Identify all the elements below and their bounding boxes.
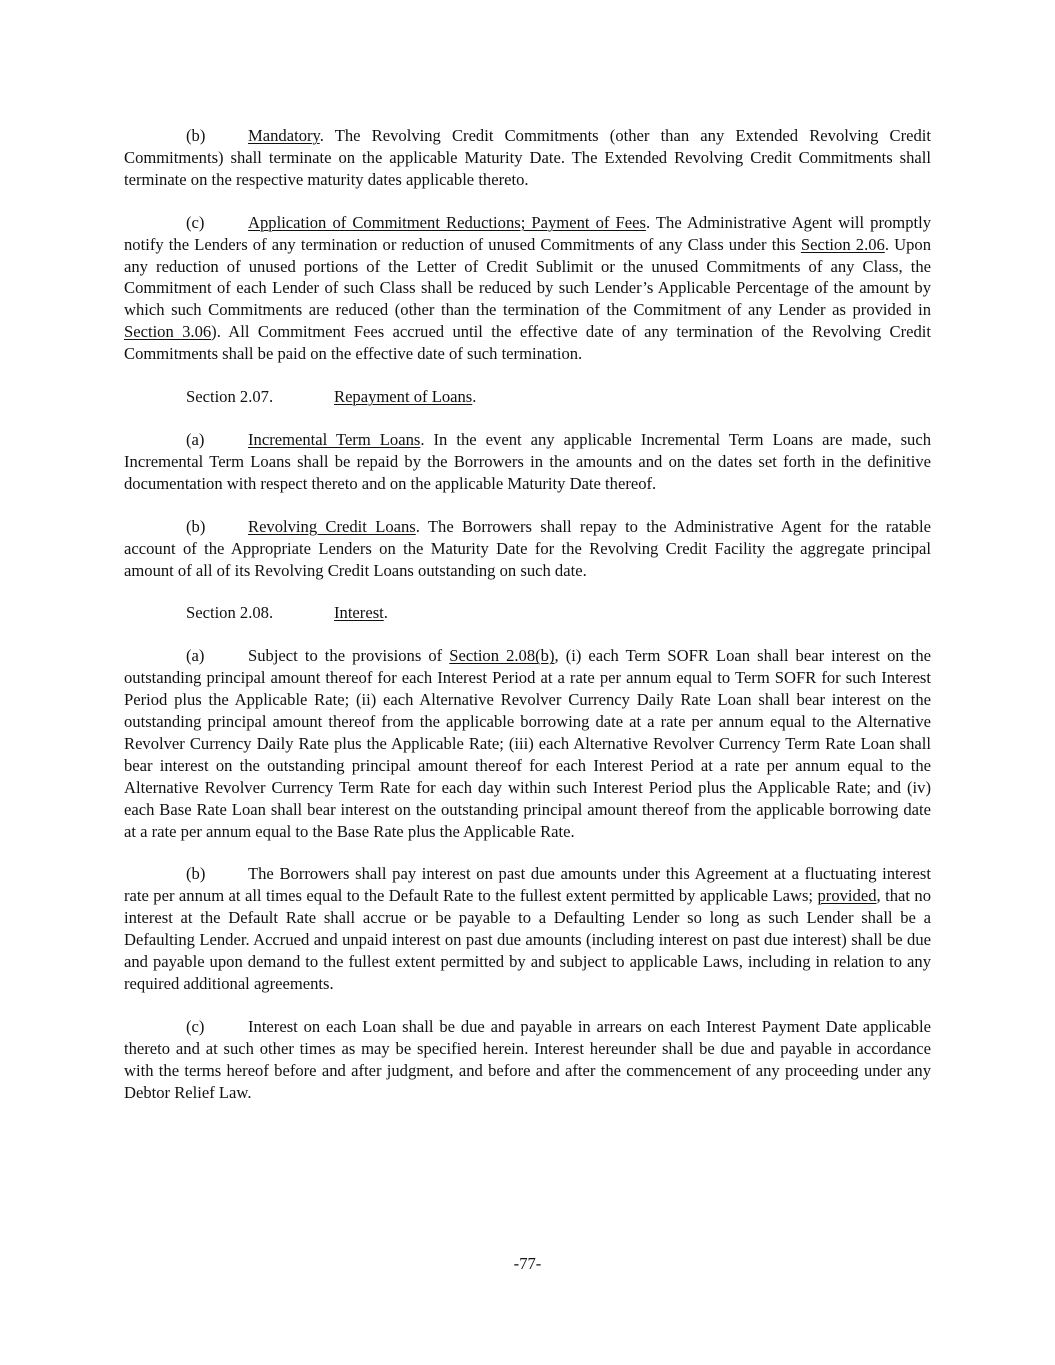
clause-text: Interest on each Loan shall be due and payable in arrears on each Interest Payment Date applicable thereto and at such other times as may be specified herein. Interest hereunder shall be due and payable in accordance with the terms hereof before and after judgment, and before and after the commencement of any proceeding under any Debtor Relief Law. xyxy=(124,1016,931,1102)
paragraph-c-commitment-reductions xyxy=(124,212,931,365)
clause-text: , that no interest at the Default Rate shall accrue or be payable to a Defaulting Lender so long as such Lender shall be a Defaulting Lender. Accrued and unpaid interest on past due amounts (including interest on past due interest) shall be due and payable upon demand to the fullest extent permitted by and subject to applicable Laws, including in relation to any required additional agreements. xyxy=(124,886,932,993)
page-number: -77- xyxy=(513,1254,542,1273)
section-reference: Section 3.06 xyxy=(124,322,212,342)
clause-text: The Borrowers shall pay interest on past due amounts under this Agreement at a fluctuating interest rate per annum at all times equal to the Default Rate to the fullest extent permitted by applicable Laws; xyxy=(124,864,931,906)
section-title: Interest xyxy=(334,603,384,623)
clause-label: (a) xyxy=(186,646,205,666)
clause-heading: Incremental Term Loans xyxy=(248,429,421,449)
clause-label: (a) xyxy=(186,429,205,449)
section-heading-2-08 xyxy=(124,602,931,624)
clause-label: (b) xyxy=(186,126,206,145)
clause-heading: Revolving Credit Loans xyxy=(248,516,416,536)
section-title: Repayment of Loans xyxy=(334,387,473,407)
clause-text: . In the event any applicable Incremental Term Loans are made, such Incremental Term Loans shall be repaid by the Borrowers in the amounts and on the dates set forth in the definitive documentation with respect thereto and on the applicable Maturity Date thereof. xyxy=(124,429,932,493)
paragraph-a-incremental-term-loans xyxy=(124,429,931,495)
clause-text: . The Administrative Agent will promptly notify the Lenders of any termination or reduction of unused Commitments of any Class under this xyxy=(124,212,932,254)
document-page xyxy=(124,125,931,1125)
paragraph-b-revolving-credit-loans xyxy=(124,516,931,582)
clause-heading: Mandatory xyxy=(248,126,320,145)
paragraph-b-mandatory xyxy=(124,125,931,191)
section-title-punct: . xyxy=(472,387,477,407)
paragraph-c-interest-payable xyxy=(124,1016,931,1104)
paragraph-b-default-rate xyxy=(124,863,931,994)
clause-text: ). All Commitment Fees accrued until the effective date of any termination of the Revolving Credit Commitments shall be paid on the effective date of such termination. xyxy=(124,322,931,364)
clause-label: (c) xyxy=(186,212,205,232)
section-heading-2-07 xyxy=(124,386,931,408)
clause-text: . The Borrowers shall repay to the Administrative Agent for the ratable account of the Appropriate Lenders on the Maturity Date for the Revolving Credit Facility the aggregate principal amount of all of its Revolving Credit Loans outstanding on such date. xyxy=(124,516,931,580)
section-title-punct: . xyxy=(383,603,388,623)
clause-text: Subject to the provisions of xyxy=(248,646,450,666)
section-reference: Section 2.08(b) xyxy=(449,646,555,666)
section-number: Section 2.07. xyxy=(186,387,274,407)
section-number: Section 2.08. xyxy=(186,603,274,623)
clause-text: . Upon any reduction of unused portions of the Letter of Credit Sublimit or the unused Commitments of any Class, the Commitment of each Lender of such Class shall be reduced by such Lender’s Applicable Percentage of the amount by which such Commitments are reduced (other than the termination of the Commitment of any Lender as provided in xyxy=(124,234,931,320)
clause-text: . The Revolving Credit Commitments (other than any Extended Revolving Credit Commitments) shall terminate on the applicable Maturity Date. The Extended Revolving Credit Commitments shall terminate on the respective maturity dates applicable thereto. xyxy=(124,126,931,189)
clause-heading: Application of Commitment Reductions; Payment of Fees xyxy=(248,212,646,232)
proviso-term: provided xyxy=(817,886,877,906)
clause-label: (b) xyxy=(186,864,206,884)
clause-text: , (i) each Term SOFR Loan shall bear interest on the outstanding principal amount thereof for each Interest Period at a rate per annum equal to Term SOFR for such Interest Period plus the Applicable Rate; (ii) each Alternative Revolver Currency Daily Rate Loan shall bear interest on the outstanding principal amount thereof from the applicable borrowing date at a rate per annum equal to the Alternative Revolver Currency Daily Rate plus the Applicable Rate; (iii) each Alternative Revolver Currency Term Rate Loan shall bear interest on the outstanding principal amount thereof for each Interest Period at a rate per annum equal to the Alternative Revolver Currency Term Rate for each day within such Interest Period plus the Applicable Rate; and (iv) each Base Rate Loan shall bear interest on the outstanding principal amount thereof from the applicable borrowing date at a rate per annum equal to the Base Rate plus the Applicable Rate. xyxy=(124,646,932,841)
clause-label: (b) xyxy=(186,516,206,536)
paragraph-a-interest-rates xyxy=(124,645,931,842)
clause-label: (c) xyxy=(186,1016,205,1036)
section-reference: Section 2.06 xyxy=(800,234,885,254)
